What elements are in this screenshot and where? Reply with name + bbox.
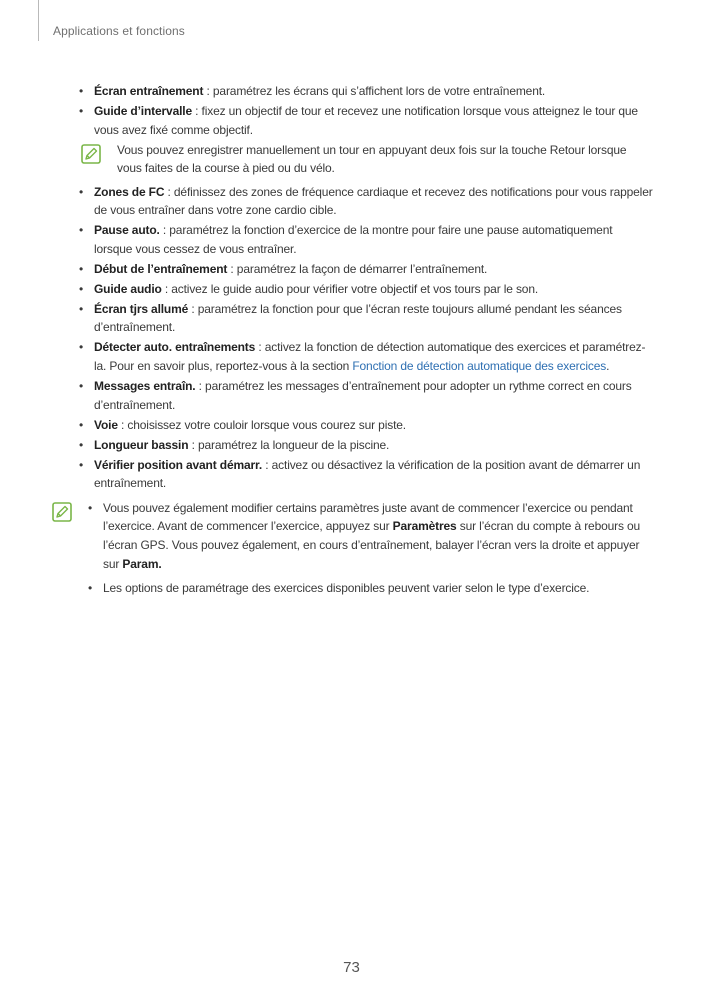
settings-list xyxy=(78,82,653,604)
setting-term: Guide audio xyxy=(94,281,162,296)
list-item xyxy=(78,82,653,101)
list-item xyxy=(78,338,653,375)
setting-description: : paramétrez la fonction d’exercice de la montre pour faire une pause automatiquement lorsque vous cessez de vous entraîner. xyxy=(94,223,613,256)
setting-description: : paramétrez les messages d’entraînement pour adopter un rythme correct en cours d’entraînement. xyxy=(94,379,632,412)
note-text: Les options de paramétrage des exercices disponibles peuvent varier selon le type d’exercice. xyxy=(103,581,590,596)
setting-term: Longueur bassin xyxy=(94,437,189,452)
margin-rule xyxy=(38,0,39,41)
note-box xyxy=(52,499,653,598)
ui-term: Paramètres xyxy=(392,519,457,534)
setting-term: Début de l’entraînement xyxy=(94,261,228,276)
setting-term: Écran tjrs allumé xyxy=(94,301,189,316)
list-item xyxy=(78,377,653,414)
list-item xyxy=(78,221,653,258)
setting-term: Vérifier position avant démarr. xyxy=(94,457,263,472)
note-box xyxy=(78,141,653,178)
setting-term: Écran entraînement xyxy=(94,84,204,98)
setting-description: : paramétrez les écrans qui s’affichent lors de votre entraînement. xyxy=(203,84,546,98)
setting-term: Pause auto. xyxy=(94,223,160,238)
list-item xyxy=(78,300,653,337)
setting-description: : activez le guide audio pour vérifier votre objectif et vos tours par le son. xyxy=(161,281,539,296)
list-item xyxy=(78,102,653,139)
list-item xyxy=(78,260,653,279)
section-header: Applications et fonctions xyxy=(53,24,185,38)
note-text: Vous pouvez également modifier certains paramètres juste avant de commencer l’exercice ou pendant l’exercice. Avant de commencer l’exercice, appuyez sur xyxy=(103,500,633,534)
note-pencil-icon xyxy=(81,144,101,164)
page-number: 73 xyxy=(343,959,360,976)
note-text: Vous pouvez enregistrer manuellement un tour en appuyant deux fois sur la touche Retour lorsque vous faites de la course à pied ou du vélo. xyxy=(117,142,627,176)
link-punctuation: . xyxy=(606,359,610,374)
setting-term: Guide d’intervalle xyxy=(94,103,192,118)
setting-term: Détecter auto. entraînements xyxy=(94,340,256,355)
setting-term: Voie xyxy=(94,417,118,432)
list-item xyxy=(78,280,653,299)
setting-description: : paramétrez la fonction pour que l’écran reste toujours allumé pendant les séances d’entraînement. xyxy=(94,301,622,335)
note-text: sur l’écran du compte à rebours ou l’écran GPS. Vous pouvez également, en cours d’entraînement, balayer l’écran vers la droite et appuyer sur xyxy=(103,519,641,571)
setting-description: : paramétrez la longueur de la piscine. xyxy=(188,437,390,452)
setting-description: : activez la fonction de détection automatique des exercices et paramétrez-la. Pour en savoir plus, reportez-vous à la section xyxy=(94,340,646,374)
list-item xyxy=(78,456,653,493)
ui-term: Param. xyxy=(122,556,162,571)
setting-description: : fixez un objectif de tour et recevez une notification lorsque vous atteignez le tour que vous avez fixé comme objectif. xyxy=(94,103,638,137)
section-link[interactable]: Fonction de détection automatique des exercices xyxy=(352,359,607,374)
setting-description: : choisissez votre couloir lorsque vous courez sur piste. xyxy=(117,417,406,432)
setting-description: : activez ou désactivez la vérification de la position avant de démarrer un entraînement. xyxy=(94,457,641,491)
setting-term: Zones de FC xyxy=(94,184,165,199)
list-item xyxy=(78,436,653,455)
note-bullet xyxy=(87,499,653,573)
setting-description: : paramétrez la façon de démarrer l’entraînement. xyxy=(227,261,488,276)
list-item xyxy=(78,183,653,220)
note-pencil-icon xyxy=(52,502,72,522)
setting-description: : définissez des zones de fréquence cardiaque et recevez des notifications pour vous rappeler de vous entraîner dans votre zone cardio cible. xyxy=(94,184,653,218)
note-bullet xyxy=(87,579,653,598)
list-item xyxy=(78,416,653,435)
setting-term: Messages entraîn. xyxy=(94,379,196,394)
